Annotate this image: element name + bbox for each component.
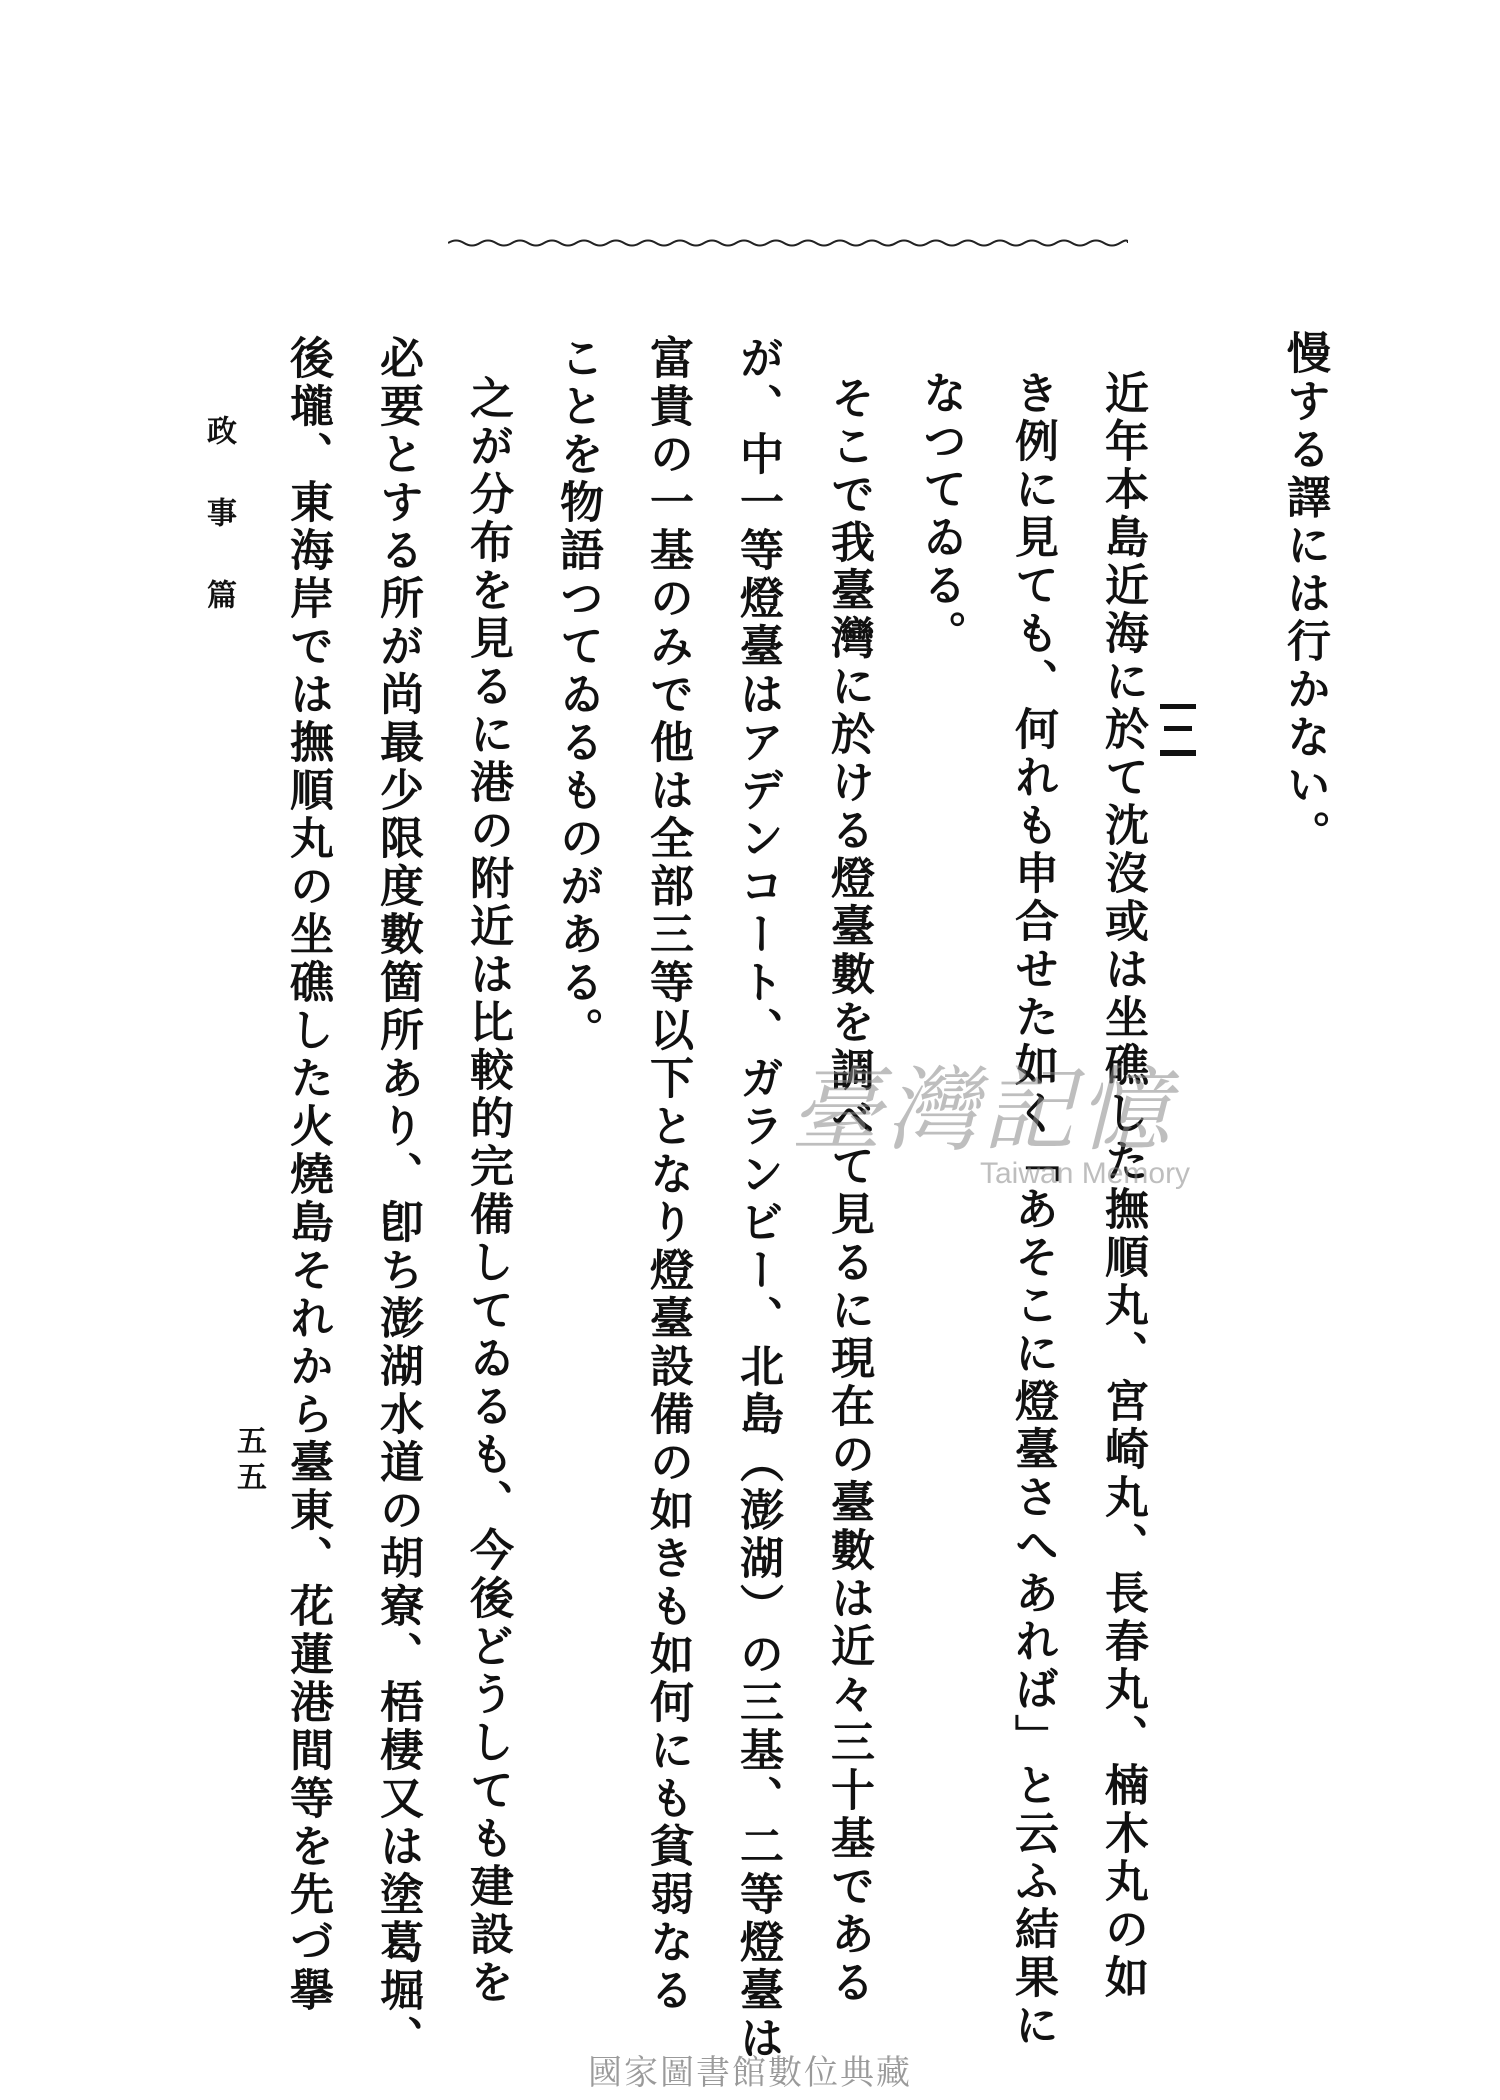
watermark-main-text: 臺灣記憶: [790, 1057, 1175, 1164]
taiwan-memory-watermark: [790, 1057, 1250, 1205]
text-line-5: そこで我臺灣に於ける燈臺數を調べて見るに現在の臺數は近々三十基である: [823, 375, 874, 2007]
page-number: 五五: [231, 1425, 266, 1497]
text-line-2: 近年本島近海に於て沈沒或は坐礁した撫順丸、宮崎丸、長春丸、楠木丸の如: [1097, 370, 1148, 2002]
text-line-3: き例に見ても、何れも申合せた如く「あそこに燈臺さへあれば」と云ふ結果に: [1007, 370, 1058, 2050]
text-line-7: 富貴の一基のみで他は全部三等以下となり燈臺設備の如きも如何にも貧弱なる: [642, 335, 693, 2015]
text-line-1: 慢する譯には行かない。: [1279, 330, 1330, 858]
text-line-4: なつてゐる。: [915, 370, 966, 658]
text-line-10: 必要とする所が尚最少限度數箇所あり、卽ち澎湖水道の胡寮、梧棲又は塗葛堀、: [372, 335, 423, 2063]
section-heading: [1158, 700, 1198, 760]
text-line-11: 後壠、東海岸では撫順丸の坐礁した火燒島それから臺東、花蓮港間等を先づ擧: [282, 335, 333, 2015]
text-line-9: 之が分布を見るに港の附近は比較的完備してゐるも、今後どうしても建設を: [462, 375, 513, 2007]
watermark-sub-text: Taiwan Memory: [980, 1157, 1191, 1190]
text-line-8: ことを物語つてゐるものがある。: [552, 335, 603, 1055]
text-line-6: が、中一等燈臺はアデンコート、ガランビー、北島（澎湖）の三基、二等燈臺は: [732, 335, 783, 2063]
ornamental-rule: [448, 236, 1128, 250]
running-head: 政事篇: [201, 415, 236, 661]
library-footer: 國家圖書館數位典藏: [588, 2053, 912, 2093]
